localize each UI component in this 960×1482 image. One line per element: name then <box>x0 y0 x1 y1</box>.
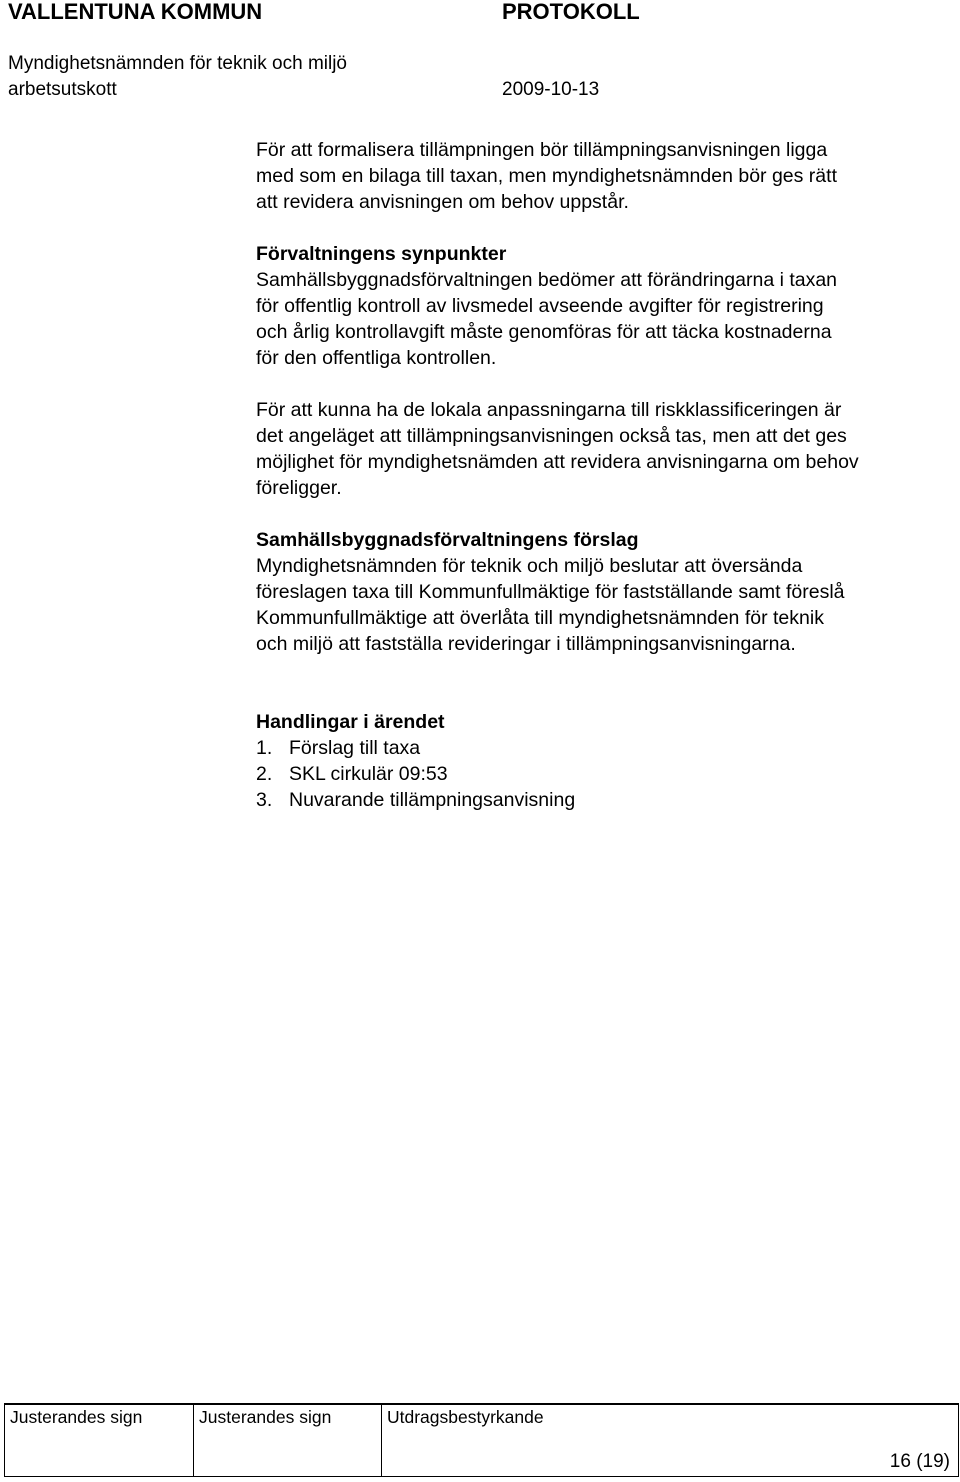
meeting-date: 2009-10-13 <box>502 79 600 100</box>
text-line: och årlig kontrollavgift måste genomföras för att täcka kostnaderna <box>256 321 832 343</box>
subcommittee-name: arbetsutskott <box>8 79 117 100</box>
extract-cell <box>382 1404 959 1477</box>
text-line: för offentlig kontroll av livsmedel avseende avgifter för registrering <box>256 295 824 317</box>
extract-label: Utdragsbestyrkande <box>387 1407 544 1427</box>
list-number: 2. <box>256 763 273 785</box>
org-name: VALLENTUNA KOMMUN <box>8 0 263 24</box>
intro-paragraph <box>256 137 956 215</box>
section-heading: Samhällsbyggnadsförvaltningens förslag <box>256 529 639 551</box>
committee-name: Myndighetsnämnden för teknik och miljö <box>8 53 348 74</box>
text-line: möjlighet för myndighetsnämden att revidera anvisningarna om behov <box>256 451 859 473</box>
page-number: 16 (19) <box>889 1451 950 1472</box>
list-item <box>256 787 956 813</box>
paragraph <box>256 267 956 371</box>
list-number: 3. <box>256 789 273 811</box>
text-line: det angeläget att tillämpningsanvisningen också tas, men att det ges <box>256 425 847 447</box>
list-item <box>256 735 956 761</box>
section-heading: Förvaltningens synpunkter <box>256 243 507 265</box>
text-line: föreligger. <box>256 477 342 499</box>
text-line: och miljö att fastställa revideringar i tillämpningsanvisningarna. <box>256 633 796 655</box>
paragraph <box>256 397 956 501</box>
document-body <box>256 137 956 813</box>
list-text: Förslag till taxa <box>289 737 421 759</box>
text-line: att revidera anvisningen om behov uppstår. <box>256 191 629 213</box>
text-line: Kommunfullmäktige att överlåta till myndighetsnämnden för teknik <box>256 607 824 629</box>
list-text: SKL cirkulär 09:53 <box>289 763 448 785</box>
list-number: 1. <box>256 737 273 759</box>
list-text: Nuvarande tillämpningsanvisning <box>289 789 576 811</box>
text-line: Myndighetsnämnden för teknik och miljö beslutar att översända <box>256 555 803 577</box>
text-line: för den offentliga kontrollen. <box>256 347 497 369</box>
section-heading: Handlingar i ärendet <box>256 711 445 733</box>
text-line: För att formalisera tillämpningen bör tillämpningsanvisningen ligga <box>256 139 828 161</box>
document-type: PROTOKOLL <box>502 0 640 24</box>
text-line: För att kunna ha de lokala anpassningarna till riskklassificeringen är <box>256 399 842 421</box>
text-line: Samhällsbyggnadsförvaltningen bedömer att förändringarna i taxan <box>256 269 838 291</box>
signature-label: Justerandes sign <box>199 1407 332 1427</box>
text-line: föreslagen taxa till Kommunfullmäktige för fastställande samt föreslå <box>256 581 845 603</box>
signature-table <box>4 1403 959 1477</box>
documents-list <box>256 735 956 813</box>
text-line: med som en bilaga till taxan, men myndighetsnämnden bör ges rätt <box>256 165 837 187</box>
list-item <box>256 761 956 787</box>
signature-cell-2 <box>194 1404 382 1477</box>
paragraph <box>256 553 956 657</box>
signature-label: Justerandes sign <box>10 1407 143 1427</box>
signature-cell-1 <box>5 1404 194 1477</box>
